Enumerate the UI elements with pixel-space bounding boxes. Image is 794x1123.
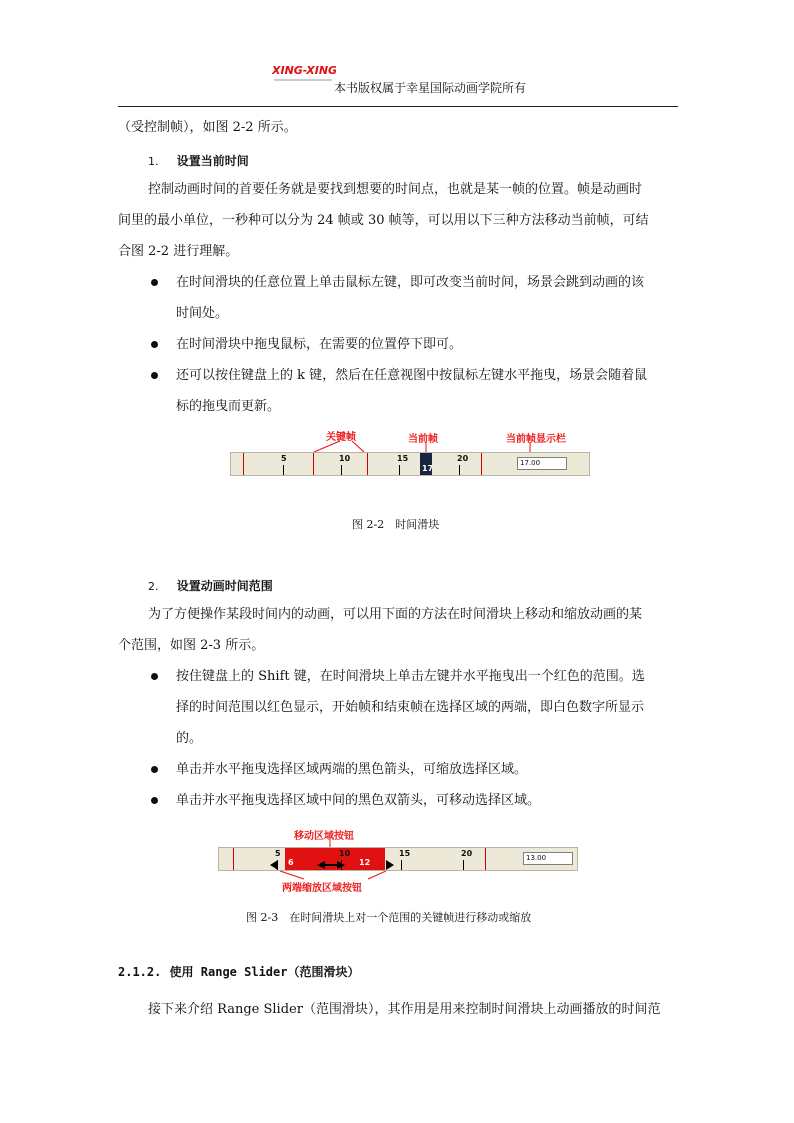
tick-label: 20 (461, 849, 473, 858)
header-divider (118, 106, 678, 107)
section-heading-2 (148, 577, 273, 594)
school-logo (272, 60, 336, 88)
bullet-text: 还可以按住键盘上的 k 键，然后在任意视图中按鼠标左键水平拖曳，场景会随着鼠 (176, 368, 648, 383)
tick-mark (283, 465, 284, 475)
bullet-text: 择的时间范围以红色显示，开始帧和结束帧在选择区域的两端，即白色数字所显示 (176, 700, 645, 715)
paragraph-line: 为了方便操作某段时间内的动画，可以用下面的方法在时间滑块上移动和缩放动画的某 (148, 607, 643, 622)
keyframe-marker (243, 453, 244, 475)
bullet-text: 在时间滑块中拖曳鼠标，在需要的位置停下即可。 (176, 337, 463, 352)
annotation-keyframe: 关键帧 (326, 432, 356, 443)
annotation-scale-buttons: 两端缩放区域按钮 (282, 883, 362, 894)
current-frame-field[interactable]: 17.00 (517, 457, 567, 470)
figure-caption: 图 2-3 在时间滑块上对一个范围的关键帧进行移动或缩放 (246, 911, 532, 924)
tick-label: 10 (339, 849, 351, 858)
section-number: 2.1.2. (118, 965, 162, 979)
section-number: 1. (148, 155, 159, 168)
figure-caption: 图 2-2 时间滑块 (352, 518, 440, 531)
figure-time-slider (230, 428, 590, 478)
bullet-text: 标的拖曳而更新。 (176, 399, 281, 414)
intro-line: （受控制帧），如图 2-2 所示。 (118, 120, 297, 135)
paragraph-line: 合图 2-2 进行理解。 (118, 244, 239, 259)
bullet-text: 在时间滑块的任意位置上单击鼠标左键，即可改变当前时间，场景会跳到动画的该 (176, 275, 645, 290)
tick-label: 5 (281, 454, 287, 463)
current-frame-slider-button[interactable] (420, 453, 432, 475)
tick-mark (399, 465, 400, 475)
bullet-text: 单击并水平拖曳选择区域中间的黑色双箭头，可移动选择区域。 (176, 793, 541, 808)
bullet-text: 单击并水平拖曳选择区域两端的黑色箭头，可缩放选择区域。 (176, 762, 528, 777)
bullet-text: 时间处。 (176, 306, 229, 321)
paragraph-line: 间里的最小单位，一秒种可以分为 24 帧或 30 帧等，可以用以下三种方法移动当前帧，可结 (118, 213, 649, 228)
section-title: 设置当前时间 (176, 154, 249, 168)
scale-left-arrow-icon[interactable] (270, 859, 280, 871)
paragraph-line: 接下来介绍 Range Slider（范围滑块），其作用是用来控制时间滑块上动画播放的时间范 (148, 1002, 661, 1017)
svg-text:XING-XING: XING-XING (272, 64, 336, 77)
section-title: 设置动画时间范围 (176, 579, 273, 593)
keyframe-marker (367, 453, 368, 475)
range-end-number: 12 (359, 858, 371, 867)
section-number: 2. (148, 580, 159, 593)
scale-right-arrow-icon[interactable] (384, 859, 394, 871)
tick-mark (341, 465, 342, 475)
tick-mark (459, 465, 460, 475)
bullet-text: 的。 (176, 731, 203, 746)
bullet-icon (151, 372, 158, 379)
figure-range-selection (218, 825, 580, 895)
annotation-frame-display: 当前帧显示栏 (506, 434, 566, 445)
paragraph-line: 个范围，如图 2-3 所示。 (118, 638, 265, 653)
tick-label: 20 (457, 454, 469, 463)
bullet-icon (151, 341, 158, 348)
range-start-number: 6 (288, 858, 294, 867)
bullet-icon (151, 673, 158, 680)
tick-label: 5 (275, 849, 281, 858)
bullet-icon (151, 797, 158, 804)
tick-mark (341, 860, 342, 870)
keyframe-marker (481, 453, 482, 475)
tick-mark (401, 860, 402, 870)
keyframe-marker (233, 848, 234, 870)
tick-label: 10 (339, 454, 351, 463)
section-heading-3 (118, 963, 359, 980)
copyright-notice: 本书版权属于幸星国际动画学院所有 (334, 81, 527, 95)
selected-range[interactable] (285, 848, 385, 870)
bullet-icon (151, 279, 158, 286)
bullet-text: 按住键盘上的 Shift 键，在时间滑块上单击左键并水平拖曳出一个红色的范围。选 (176, 669, 645, 684)
section-heading-1 (148, 152, 249, 169)
keyframe-marker (485, 848, 486, 870)
annotation-current-frame: 当前帧 (408, 434, 438, 445)
tick-label: 15 (399, 849, 411, 858)
current-frame-field[interactable]: 13.00 (523, 852, 573, 865)
annotation-move-button: 移动区域按钮 (294, 831, 354, 842)
bullet-icon (151, 766, 158, 773)
tick-mark (463, 860, 464, 870)
paragraph-line: 控制动画时间的首要任务就是要找到想要的时间点，也就是某一帧的位置。帧是动画时 (148, 182, 643, 197)
time-slider-track[interactable] (230, 452, 590, 476)
tick-label: 15 (397, 454, 409, 463)
section-title: 使用 Range Slider（范围滑块） (169, 965, 360, 979)
keyframe-marker (313, 453, 314, 475)
current-frame-number: 17 (422, 464, 434, 473)
